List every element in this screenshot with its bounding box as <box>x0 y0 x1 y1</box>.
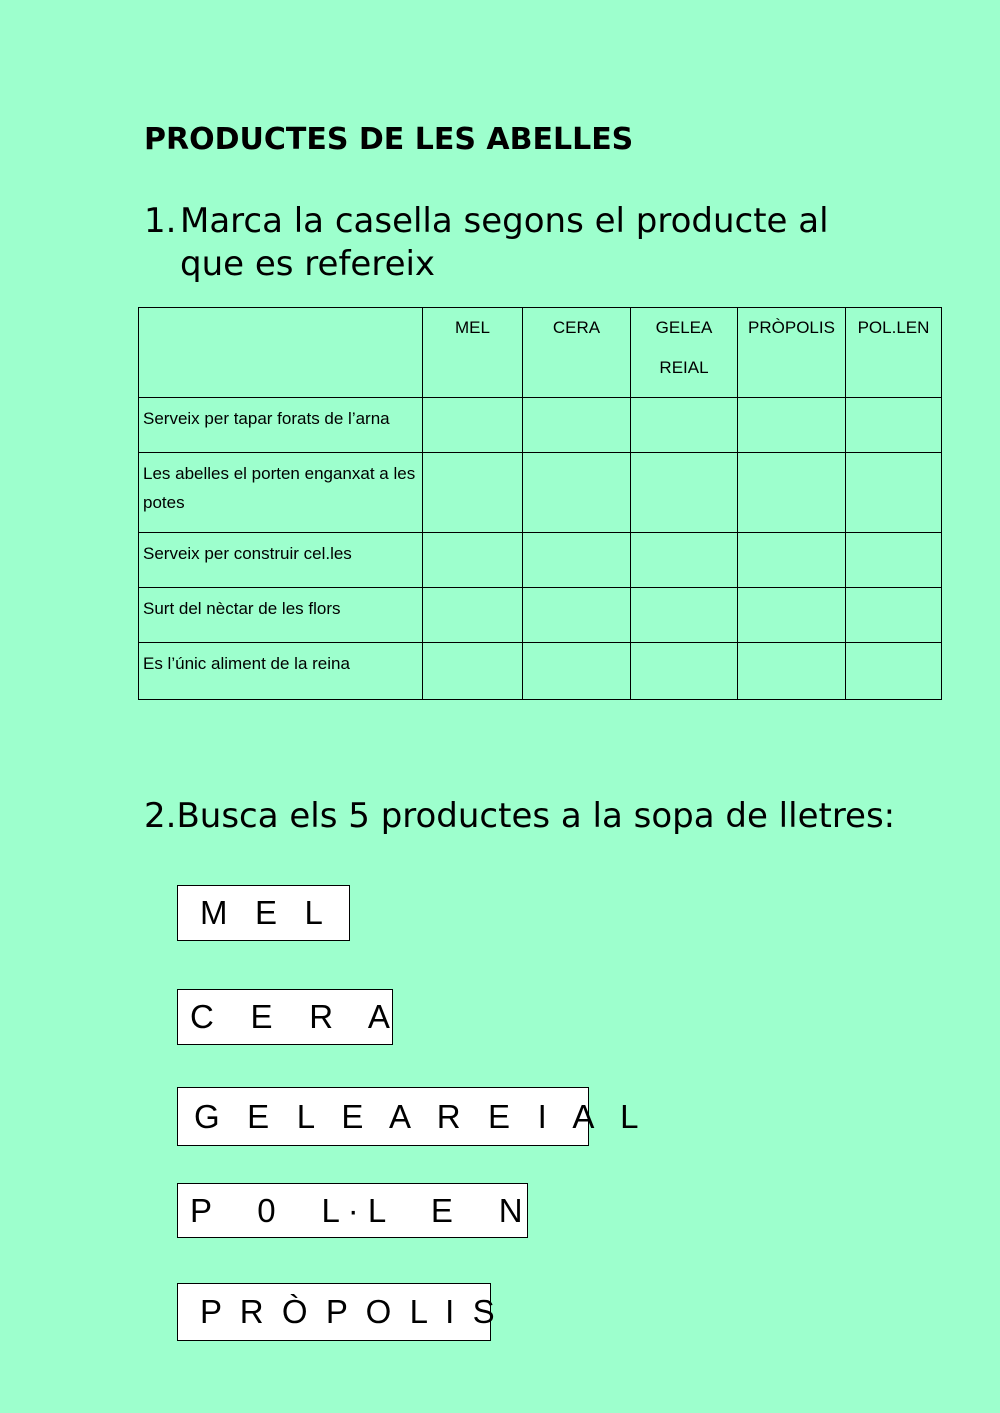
header-label: CERA <box>552 318 601 337</box>
header-label: PRÒPOLIS <box>748 318 835 337</box>
checkbox-cell[interactable] <box>423 533 523 588</box>
checkbox-cell[interactable] <box>846 398 942 453</box>
checkbox-cell[interactable] <box>631 533 738 588</box>
checkbox-cell[interactable] <box>631 398 738 453</box>
word-box-mel: M E L <box>177 885 350 941</box>
header-label: GELEA <box>655 318 713 337</box>
question-1-number: 1. <box>144 201 177 241</box>
checkbox-cell[interactable] <box>423 588 523 643</box>
checkbox-cell[interactable] <box>523 588 631 643</box>
checkbox-cell[interactable] <box>523 398 631 453</box>
table-row <box>139 643 942 700</box>
header-cera <box>523 308 631 398</box>
checkbox-cell[interactable] <box>846 533 942 588</box>
checkbox-cell[interactable] <box>631 453 738 533</box>
header-label: POL.LEN <box>857 318 930 337</box>
checkbox-cell[interactable] <box>846 643 942 700</box>
checkbox-cell[interactable] <box>631 588 738 643</box>
checkbox-cell[interactable] <box>523 533 631 588</box>
checkbox-cell[interactable] <box>631 643 738 700</box>
word-box-cera: C E R A <box>177 989 393 1045</box>
question-1-text: Marca la casella segons el producte al que es refereix <box>180 201 829 284</box>
header-mel <box>423 308 523 398</box>
word-box-pollen: P 0 L · L E N <box>177 1183 528 1238</box>
row-label: Serveix per construir cel.les <box>139 533 423 588</box>
checkbox-cell[interactable] <box>738 588 846 643</box>
checkbox-cell[interactable] <box>423 398 523 453</box>
header-label-line2: REIAL <box>659 358 709 377</box>
page-title: PRODUCTES DE LES ABELLES <box>144 122 634 157</box>
checkbox-cell[interactable] <box>523 453 631 533</box>
question-2: 2.Busca els 5 productes a la sopa de lletres: <box>144 796 896 836</box>
table-row <box>139 398 942 453</box>
row-label: Surt del nèctar de les flors <box>139 588 423 643</box>
header-propolis <box>738 308 846 398</box>
table-header-row <box>139 308 942 398</box>
checkbox-cell[interactable] <box>423 643 523 700</box>
row-label: Les abelles el porten enganxat a les potes <box>139 453 423 533</box>
checkbox-cell[interactable] <box>523 643 631 700</box>
word-box-propolis: P R Ò P O L I S <box>177 1283 491 1341</box>
checkbox-cell[interactable] <box>846 453 942 533</box>
products-table <box>138 307 942 700</box>
checkbox-cell[interactable] <box>846 588 942 643</box>
word-box-gelea-reial: G E L E A R E I A L <box>177 1087 589 1146</box>
table-row <box>139 533 942 588</box>
header-pollen <box>846 308 942 398</box>
checkbox-cell[interactable] <box>423 453 523 533</box>
checkbox-cell[interactable] <box>738 398 846 453</box>
table-header-empty <box>139 308 423 398</box>
table-row <box>139 453 942 533</box>
row-label: Es l’únic aliment de la reina <box>139 643 423 700</box>
header-gelea-reial <box>631 308 738 398</box>
checkbox-cell[interactable] <box>738 643 846 700</box>
header-label: MEL <box>455 318 490 337</box>
row-label: Serveix per tapar forats de l’arna <box>139 398 423 453</box>
checkbox-cell[interactable] <box>738 533 846 588</box>
table-row <box>139 588 942 643</box>
checkbox-cell[interactable] <box>738 453 846 533</box>
